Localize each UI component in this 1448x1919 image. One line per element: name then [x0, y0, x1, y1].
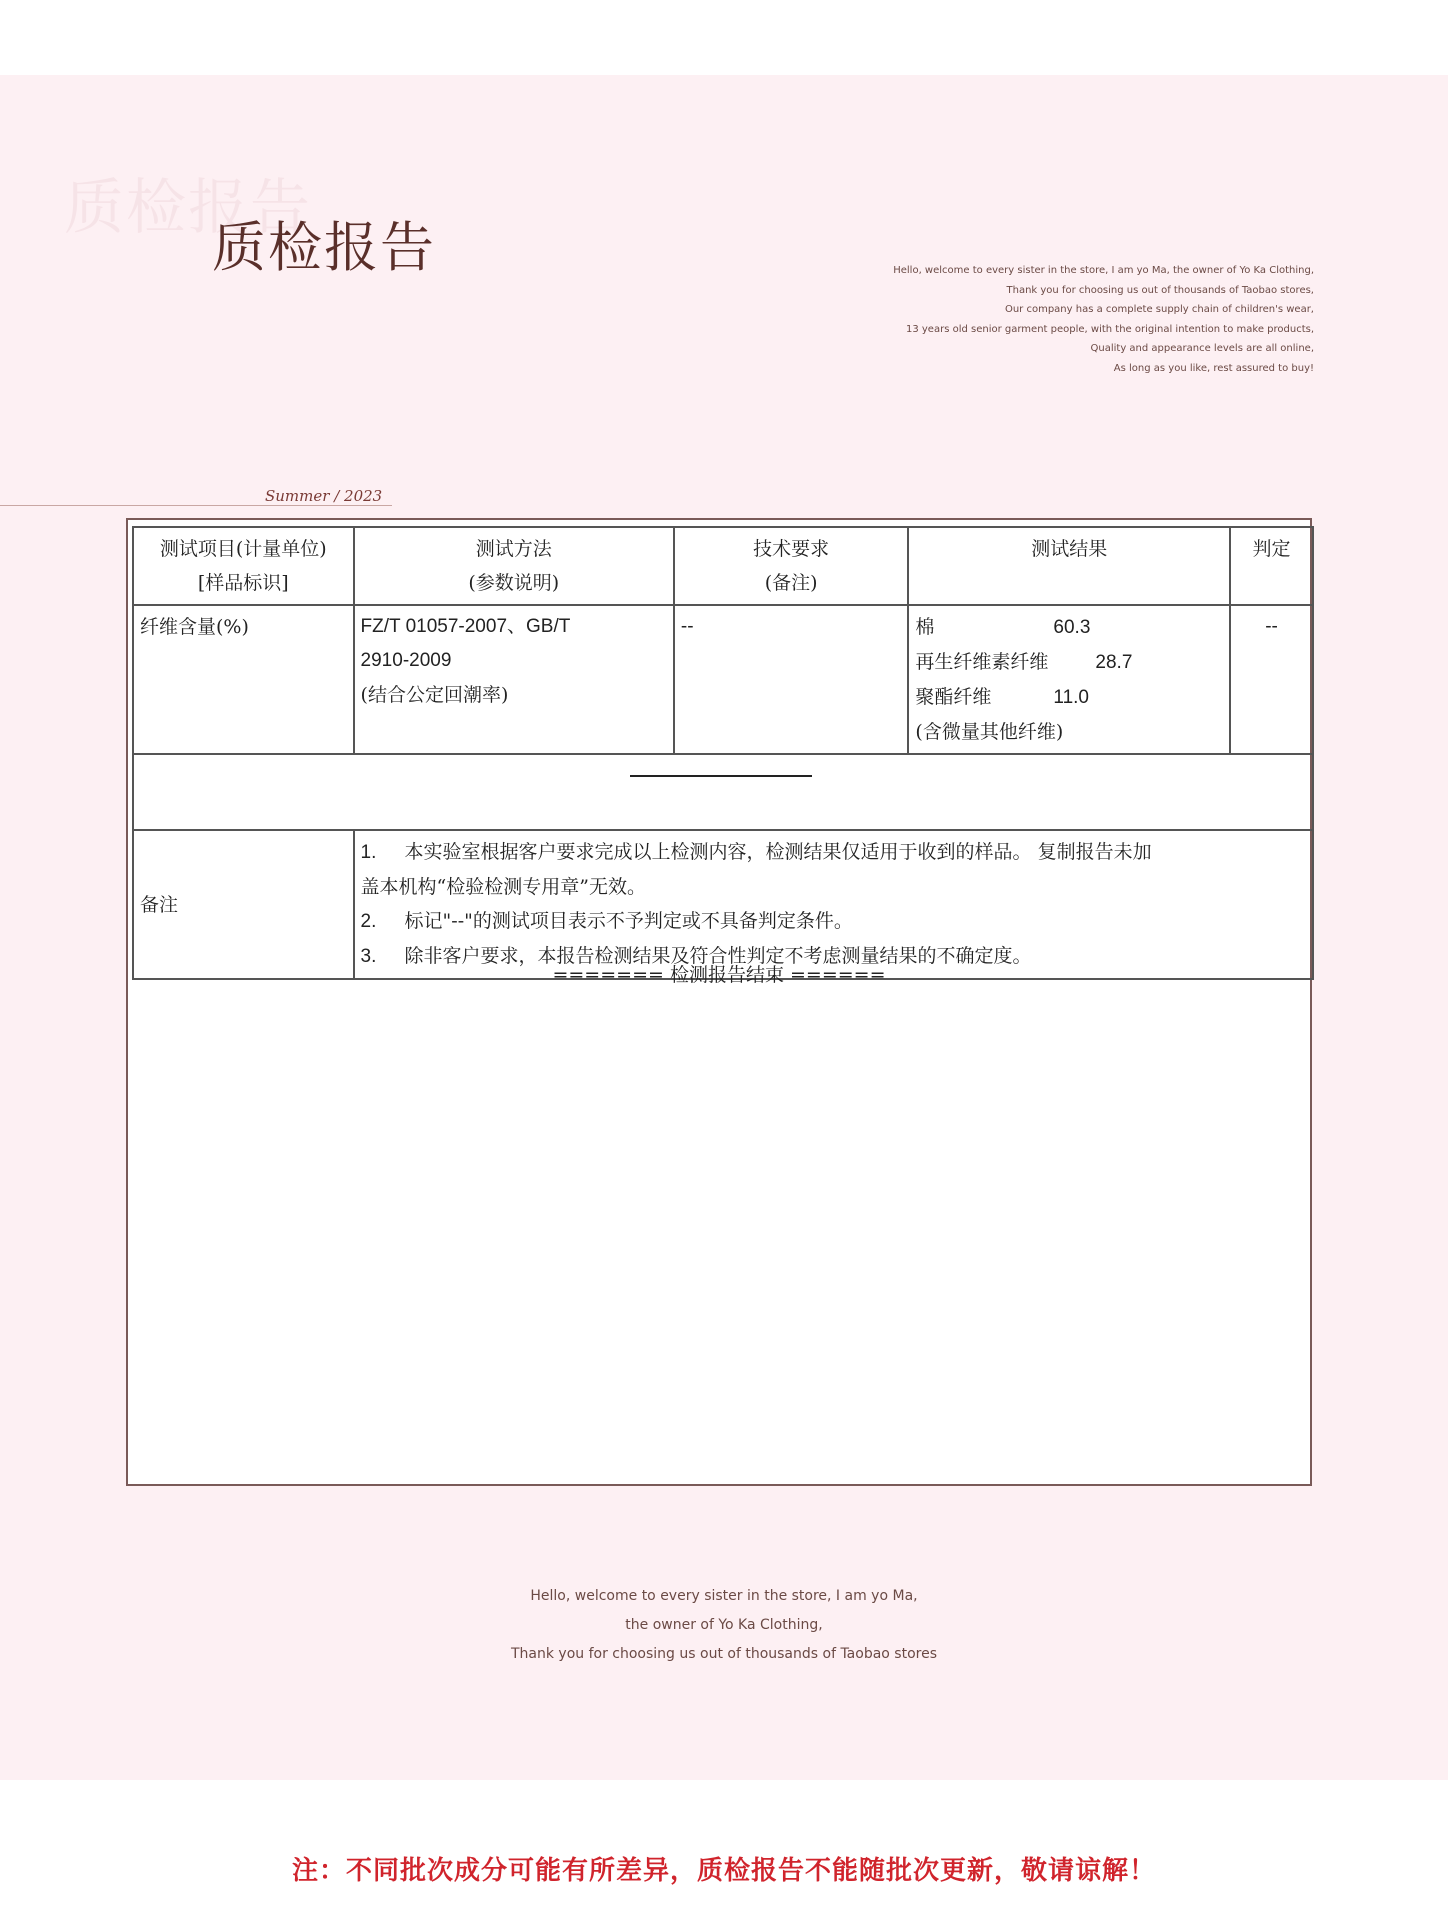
header-result-line: 测试结果: [1031, 538, 1108, 560]
intro-line: Hello, welcome to every sister in the store, I am yo Ma, the owner of Yo Ka Clothing,: [893, 265, 1314, 276]
result-line: [915, 680, 1223, 715]
header-method-line: 测试方法: [475, 538, 552, 560]
cell-result: [908, 605, 1230, 754]
season-label: Summer / 2023: [265, 487, 383, 505]
page-title: 质检报告: [212, 216, 436, 279]
intro-line: As long as you like, rest assured to buy!: [1113, 362, 1314, 374]
header-judgement: [1230, 527, 1313, 605]
result-name: 聚酯纤维: [915, 686, 992, 708]
batch-disclaimer: 注：不同批次成分可能有所差异，质检报告不能随批次更新，敬请谅解！: [291, 1856, 1156, 1886]
method-line: (结合公定回潮率): [360, 684, 509, 706]
remark-number: 1.: [360, 842, 377, 863]
intro-line: Our company has a complete supply chain of children's wear,: [1004, 304, 1314, 315]
footer-text: [0, 1582, 1448, 1669]
cell-requirement: --: [674, 605, 909, 754]
report-sheet: [126, 518, 1312, 1486]
intro-line: Thank you for choosing us out of thousands of Taobao stores,: [1006, 284, 1314, 296]
result-name: 再生纤维素纤维: [915, 651, 1049, 673]
header-method-line: (参数说明): [468, 572, 560, 594]
remark-item: [361, 904, 1306, 939]
header-test-item: [133, 527, 354, 605]
remark-item: [361, 835, 1306, 870]
table-header-row: [133, 527, 1313, 605]
separator-bar: [630, 775, 812, 777]
remarks-row: [133, 830, 1313, 979]
remark-text: 标记"--"的测试项目表示不予判定或不具备判定条件。: [404, 910, 853, 932]
header-item-line: 测试项目(计量单位): [159, 538, 327, 560]
header-test-method: [354, 527, 674, 605]
remark-item: [361, 870, 1306, 904]
intro-line: Quality and appearance levels are all online,: [1090, 343, 1314, 354]
result-value: 11.0: [1053, 687, 1089, 708]
result-value: 60.3: [1053, 617, 1091, 638]
table-row: [133, 605, 1313, 754]
footer-line: the owner of Yo Ka Clothing,: [625, 1617, 823, 1633]
remarks-label: 备注: [133, 830, 354, 979]
header-result: [908, 527, 1230, 605]
header-requirement-line: 技术要求: [753, 538, 830, 560]
season-divider: [0, 505, 392, 506]
result-line: [915, 645, 1223, 680]
remark-text: 本实验室根据客户要求完成以上检测内容，检测结果仅适用于收到的样品。 复制报告未加: [404, 841, 1152, 863]
method-line: FZ/T 01057-2007、GB/T: [360, 616, 571, 637]
separator-cell: [133, 754, 1313, 830]
footer-line: Thank you for choosing us out of thousands of Taobao stores: [510, 1646, 938, 1662]
footer-line: Hello, welcome to every sister in the store, I am yo Ma,: [530, 1588, 918, 1604]
cell-judgement: --: [1230, 605, 1313, 754]
report-table: [132, 526, 1314, 980]
result-name: 棉: [915, 616, 935, 638]
cell-method: [354, 605, 674, 754]
header-requirement: [674, 527, 909, 605]
header-requirement-line: (备注): [764, 572, 818, 594]
result-value: 28.7: [1095, 652, 1133, 673]
remark-text: 除非客户要求，本报告检测结果及符合性判定不考虑测量结果的不确定度。: [404, 945, 1032, 967]
title-watermark: 质检报告: [64, 173, 312, 243]
remark-number: 3.: [360, 946, 377, 967]
report-end-text: ======= 检测报告结束 ======: [552, 964, 886, 986]
remarks-content: [354, 830, 1313, 979]
remark-text: 盖本机构“检验检测专用章”无效。: [360, 876, 646, 898]
result-line: [915, 610, 1223, 645]
method-line: 2910-2009: [360, 650, 452, 671]
header-item-line: [样品标识]: [197, 572, 289, 594]
intro-line: 13 years old senior garment people, with the original intention to make products,: [905, 323, 1314, 335]
separator-row: [133, 754, 1313, 830]
result-note: (含微量其他纤维): [915, 721, 1064, 743]
cell-item: 纤维含量(%): [133, 605, 354, 754]
header-judgement-line: 判定: [1252, 538, 1291, 560]
remark-number: 2.: [360, 911, 377, 932]
intro-text: [754, 261, 1314, 378]
